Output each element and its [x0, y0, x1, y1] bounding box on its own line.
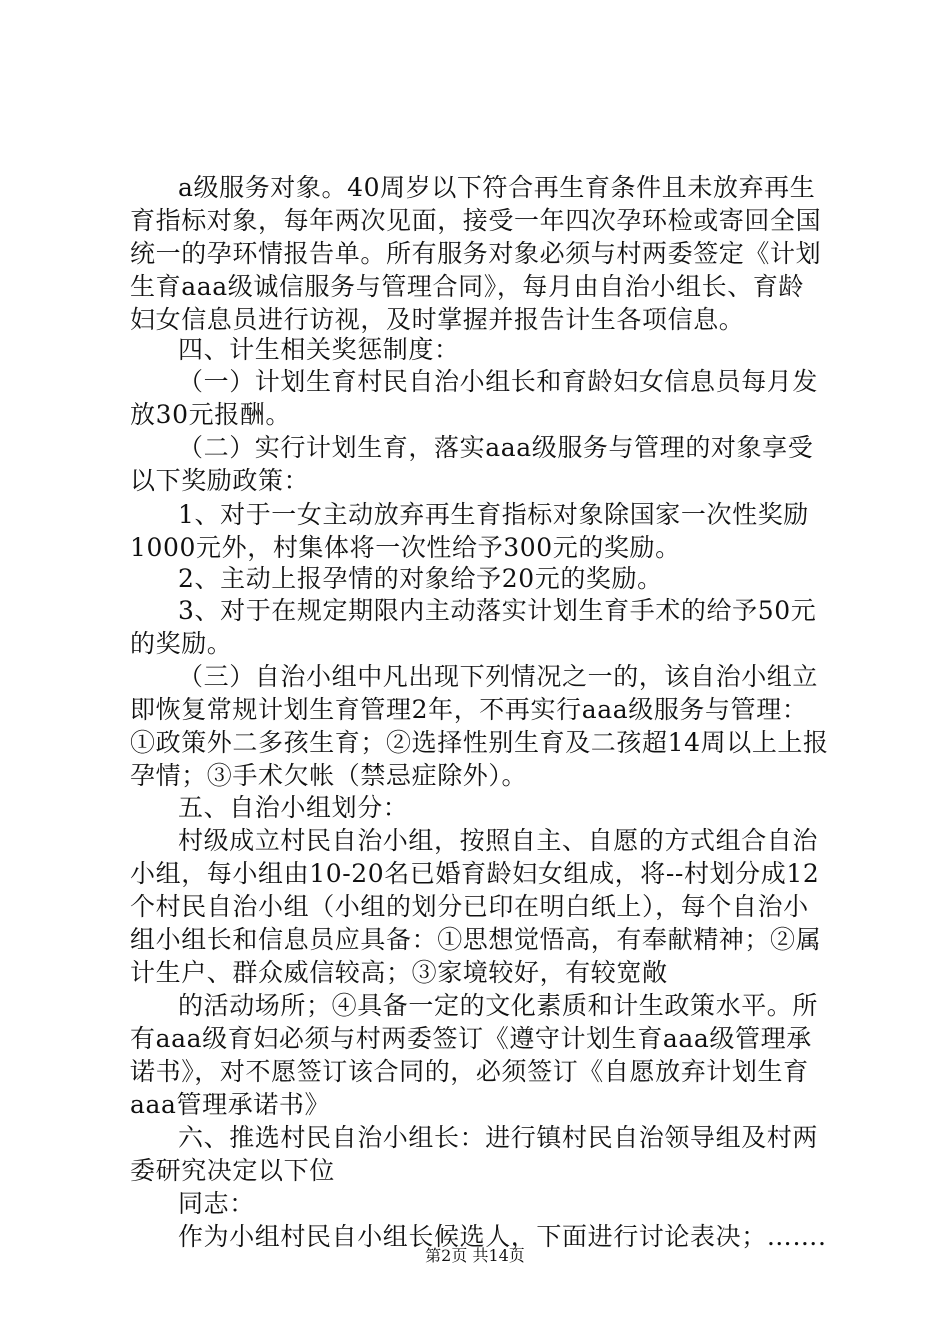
text-line: 组小组长和信息员应具备：①思想觉悟高，有奉献精神；②属	[130, 925, 822, 954]
text-line: aaa管理承诺书》	[130, 1090, 331, 1119]
text-line: 以下奖励政策：	[130, 466, 310, 495]
text-line: 委研究决定以下位	[130, 1156, 335, 1185]
text-line: 育指标对象，每年两次见面，接受一年四次孕环检或寄回全国	[130, 206, 822, 235]
text-line: 个村民自治小组（小组的划分已印在明白纸上），每个自治小	[130, 892, 809, 921]
text-line: 作为小组村民自小组长候选人，下面进行讨论表决；…….	[178, 1222, 827, 1251]
text-line: 即恢复常规计划生育管理2年，不再实行aaa级服务与管理：	[130, 695, 808, 724]
text-line: 放30元报酬。	[130, 400, 292, 429]
text-line: 2、主动上报孕情的对象给予20元的奖励。	[178, 564, 663, 593]
text-line: 1、对于一女主动放弃再生育指标对象除国家一次性奖励	[178, 500, 809, 529]
text-line: 3、对于在规定期限内主动落实计划生育手术的给予50元	[178, 596, 817, 625]
text-line: 诺书》，对不愿签订该合同的，必须签订《自愿放弃计划生育	[130, 1057, 809, 1086]
text-line: 妇女信息员进行访视，及时掌握并报告计生各项信息。	[130, 305, 745, 334]
text-line: （一）计划生育村民自治小组长和育龄妇女信息员每月发	[178, 367, 819, 396]
text-line: 同志：	[178, 1189, 255, 1218]
text-line: 有aaa级育妇必须与村两委签订《遵守计划生育aaa级管理承	[130, 1024, 812, 1053]
text-line: 生育aaa级诚信服务与管理合同》，每月由自治小组长、育龄	[130, 272, 805, 301]
text-line: 计生户、群众威信较高；③家境较好，有较宽敞	[130, 958, 668, 987]
text-line: 统一的孕环情报告单。所有服务对象必须与村两委签定《计划	[130, 239, 822, 268]
section-heading: 四、计生相关奖惩制度：	[178, 335, 460, 364]
page-number-footer: 第2页 共14页	[425, 1246, 525, 1265]
text-line: （二）实行计划生育，落实aaa级服务与管理的对象享受	[178, 433, 814, 462]
text-line: 的活动场所；④具备一定的文化素质和计生政策水平。所	[178, 991, 819, 1020]
section-heading: 五、自治小组划分：	[178, 793, 409, 822]
text-line: 小组，每小组由10-20名已婚育龄妇女组成，将--村划分成12	[130, 859, 820, 888]
section-heading: 六、推选村民自治小组长：进行镇村民自治领导组及村两	[178, 1123, 819, 1152]
text-line: 1000元外，村集体将一次性给予300元的奖励。	[130, 533, 681, 562]
text-line: 村级成立村民自治小组，按照自主、自愿的方式组合自治	[178, 826, 819, 855]
text-line: ①政策外二多孩生育；②选择性别生育及二孩超14周以上上报	[130, 728, 829, 757]
text-line: 孕情；③手术欠帐（禁忌症除外）。	[130, 761, 528, 790]
text-line: 的奖励。	[130, 629, 233, 658]
text-line: （三）自治小组中凡出现下列情况之一的，该自治小组立	[178, 662, 819, 691]
text-line: a级服务对象。40周岁以下符合再生育条件且未放弃再生	[178, 173, 816, 202]
